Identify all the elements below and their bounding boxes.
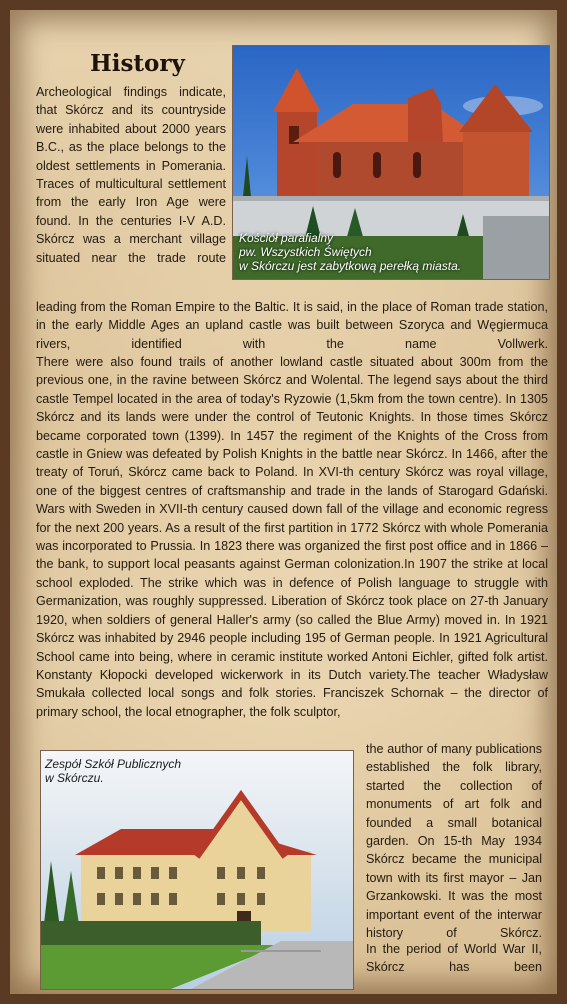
school-illustration — [41, 751, 353, 989]
history-paragraph-1: leading from the Roman Empire to the Baltic. It is said, in the place of Roman trade station, in the early Middle Ages an upland castle was built between Szoryca and Węgiermuca rivers, identified with the name Vollwerk. — [36, 300, 548, 351]
history-paragraph-2: There were also found trails of another lowland castle situated about 300m from the previous one, in the ravine between Skórcz and Wolental. The legend says about the third castle Tempel located in the area of today's Ryzowie (1,5km from the town centre). In 1305 Skórcz and its lands were under the control of Teutonic Knights. In those times Skórcz became corporated town (1399). In 1457 the regiment of the Knights of the Cross from castle in Gniew was defeated by Polish Knights in the battle near Skórcz. In 1466, after the treaty of Toruń, Skórcz came back to Poland. In XVI-th century Skórcz was royal village, one of the biggest centres of craftsmanship and trade in the lands of Starogard Gdański. Wars with Sweden in XVII-th century caused down fall of the village and economic regress for the next 200 years. As a result of the first partition in 1772 Skórcz with whole Pomerania was incorporated to Prussia. In 1823 there was organized the first post office and in 1866 – the bank, to support local peasants against German colonization.In 1907 the strike at local school exploded. The strike which was in defence of Polish language to struggle with Germanization, was roughly suppressed. Liberation of Skórcz took place on 27-th January 1920, when soldiers of general Haller's army (so called the Blue Army) moved in. In 1921 Skórcz was inhabited by 2946 people including 195 of German people. In 1921 Agricultural School came into being, where in ceramic institute worked Antoni Eichler, gifted folk artist. Konstanty Kłopocki developed wickerwork in its Dutch variety.The teacher Władysław Smukała collected local songs and folk stories. Franciszek Schornak – the director of primary school, the local etnographer, the folk sculptor, — [36, 355, 548, 719]
church-caption-line: Kościół parafialny — [239, 231, 334, 245]
church-caption-line: pw. Wszystkich Świętych — [239, 245, 372, 259]
church-photo — [232, 45, 550, 280]
school-photo — [40, 750, 354, 990]
intro-paragraph: Archeological findings indicate, that Skórcz and its countryside were inhabited about 2000 years B.C., as the place belongs to the oldest settlements in Pomerania. Traces of multicultural settlement from the early Iron Age were found. In the centuries I-V A.D. Skórcz was a merchant village situated near the trade route — [36, 85, 226, 265]
school-caption-line: Zespół Szkół Publicznych — [45, 757, 182, 771]
history-paragraph-3: the author of many publications established the folk library, started the collection of monuments of art folk and founded a small botanical garden. On 15-th May 1934 Skórcz became the municipal town with its first mayor – Jan Grzankowski. It was the most important event of the interwar history of Skórcz. — [366, 742, 542, 941]
school-caption-line: w Skórczu. — [45, 771, 104, 785]
church-caption — [239, 231, 509, 273]
page-title: History — [90, 50, 185, 77]
history-paragraph-4: In the period of World War II, Skórcz has been — [366, 942, 542, 975]
church-caption-line: w Skórczu jest zabytkową perełką miasta. — [239, 259, 462, 273]
school-caption — [45, 757, 245, 785]
